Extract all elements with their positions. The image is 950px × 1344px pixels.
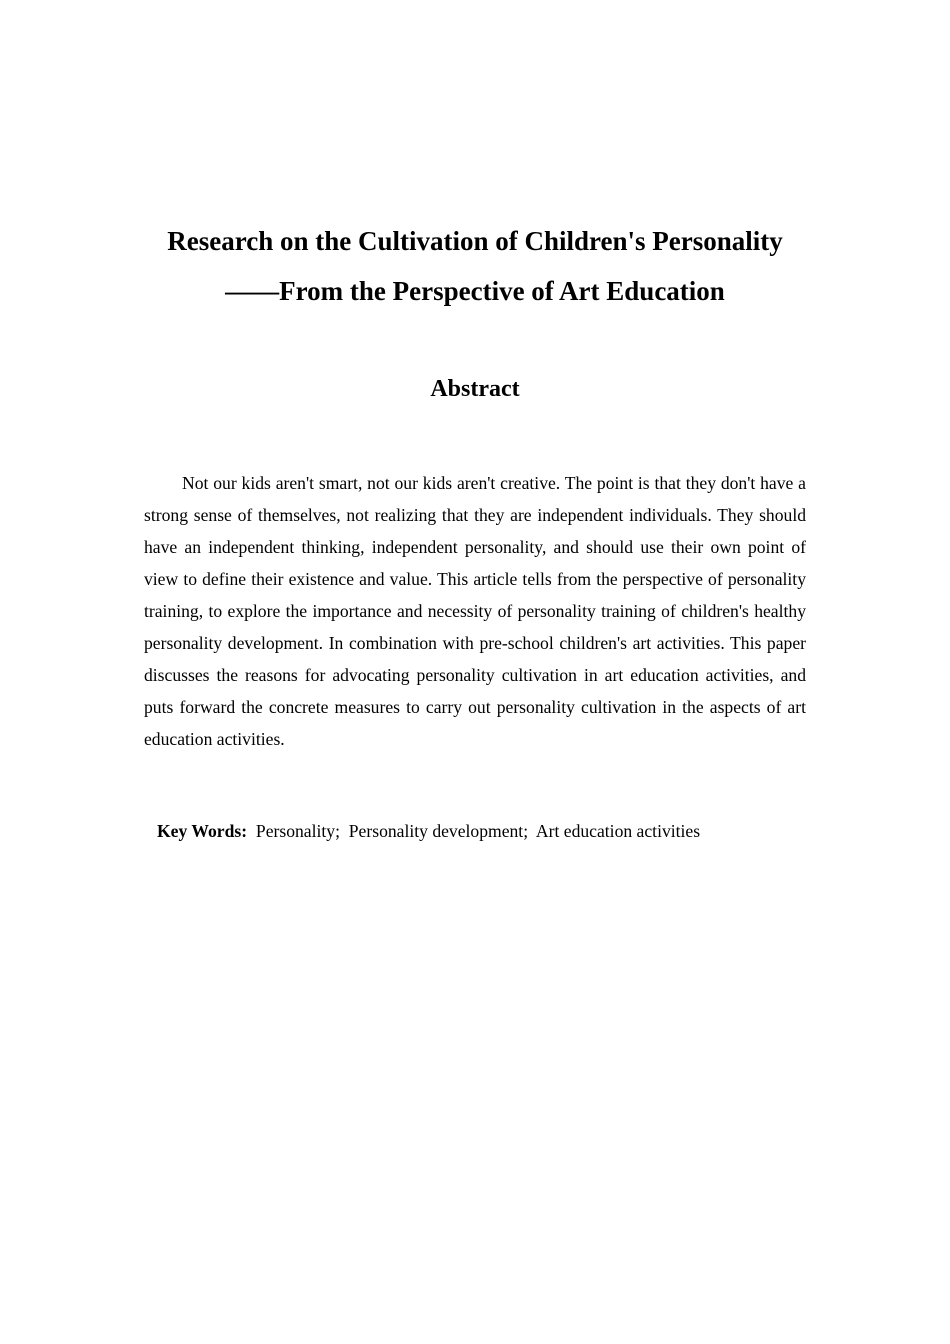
keywords-line xyxy=(157,815,817,847)
abstract-heading: Abstract xyxy=(430,376,520,402)
keyword-item: Art education activities xyxy=(535,821,701,841)
title-line-2: ——From the Perspective of Art Education xyxy=(225,276,725,306)
keywords-label: Key Words: xyxy=(157,821,248,841)
keyword-item: Personality development; xyxy=(348,821,529,841)
abstract-paragraph: Not our kids aren't smart, not our kids aren't creative. The point is that they don't have a strong sense of themselves, not realizing that they are independent individuals. They should have an independent thinking, independent personality, and should use their own point of view to define their existence and value. This article tells from the perspective of personality training, to explore the importance and necessity of personality training of children's healthy personality development. In combination with pre-school children's art activities. This paper discusses the reasons for advocating personality cultivation in art education activities, and puts forward the concrete measures to carry out personality cultivation in the aspects of art education activities. xyxy=(144,473,806,749)
paper-title xyxy=(0,216,950,316)
keyword-item: Personality; xyxy=(255,821,340,841)
title-line-1: Research on the Cultivation of Children's Personality xyxy=(167,226,783,256)
